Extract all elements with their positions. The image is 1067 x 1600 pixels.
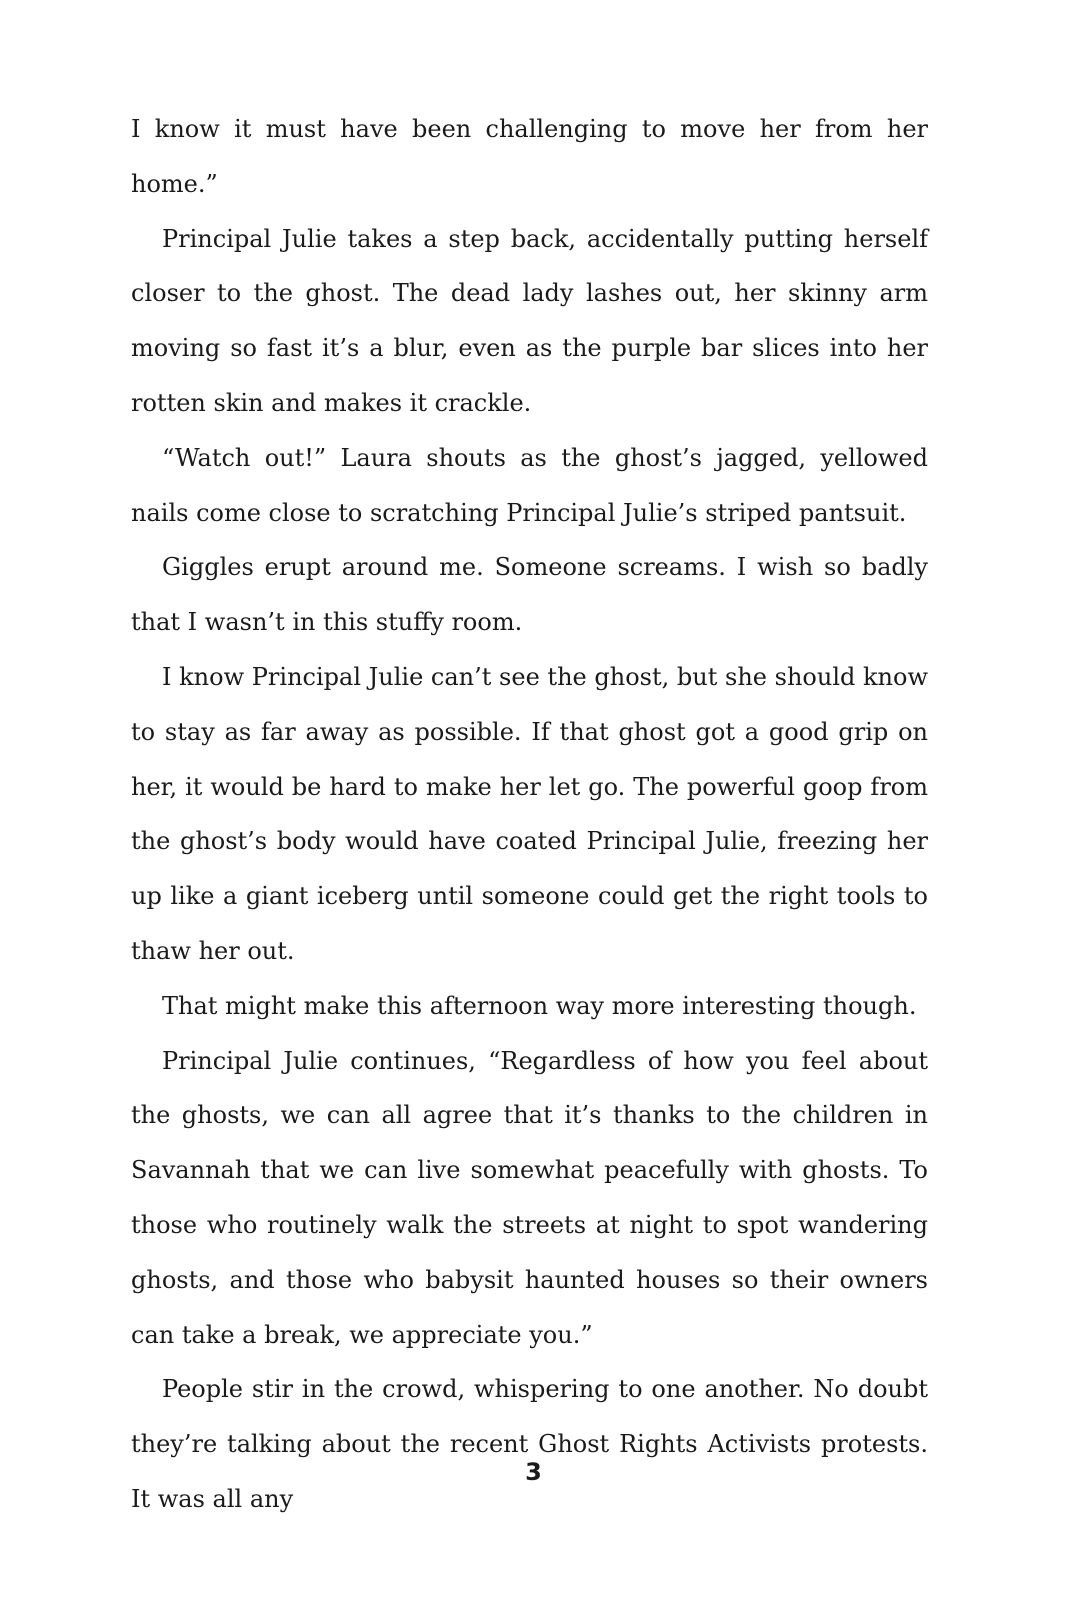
paragraph: Principal Julie continues, “Regardless of how you feel about the ghosts, we can all agree that it’s thanks to the children in Savannah that we can live somewhat peacefully with ghosts. To those who routinely walk the streets at night to spot wandering ghosts, and those who babysit haunted houses so their owners can take a break, we appreciate you.” xyxy=(131,1046,928,1349)
body-text xyxy=(131,102,928,1527)
paragraph: I know Principal Julie can’t see the ghost, but she should know to stay as far away as possible. If that ghost got a good grip on her, it would be hard to make her let go. The powerful goop from the ghost’s body would have coated Principal Julie, freezing her up like a giant iceberg until someone could get the right tools to thaw her out. xyxy=(131,662,928,965)
paragraph: That might make this afternoon way more interesting though. xyxy=(162,991,917,1020)
paragraph: Principal Julie takes a step back, accidentally putting herself closer to the ghost. The dead lady lashes out, her skinny arm moving so fast it’s a blur, even as the purple bar slices into her rotten skin and makes it crackle. xyxy=(131,224,928,417)
paragraph: Giggles erupt around me. Someone screams. I wish so badly that I wasn’t in this stuffy room. xyxy=(131,553,928,637)
paragraph: “Watch out!” Laura shouts as the ghost’s jagged, yellowed nails come close to scratching Principal Julie’s striped pantsuit. xyxy=(131,443,928,527)
paragraph: People stir in the crowd, whispering to one another. No doubt they’re talking about the recent Ghost Rights Activists protests. It was all any xyxy=(131,1375,928,1513)
page-number: 3 xyxy=(525,1458,542,1486)
paragraph-continued: I know it must have been challenging to move her from her home.” xyxy=(131,115,928,198)
